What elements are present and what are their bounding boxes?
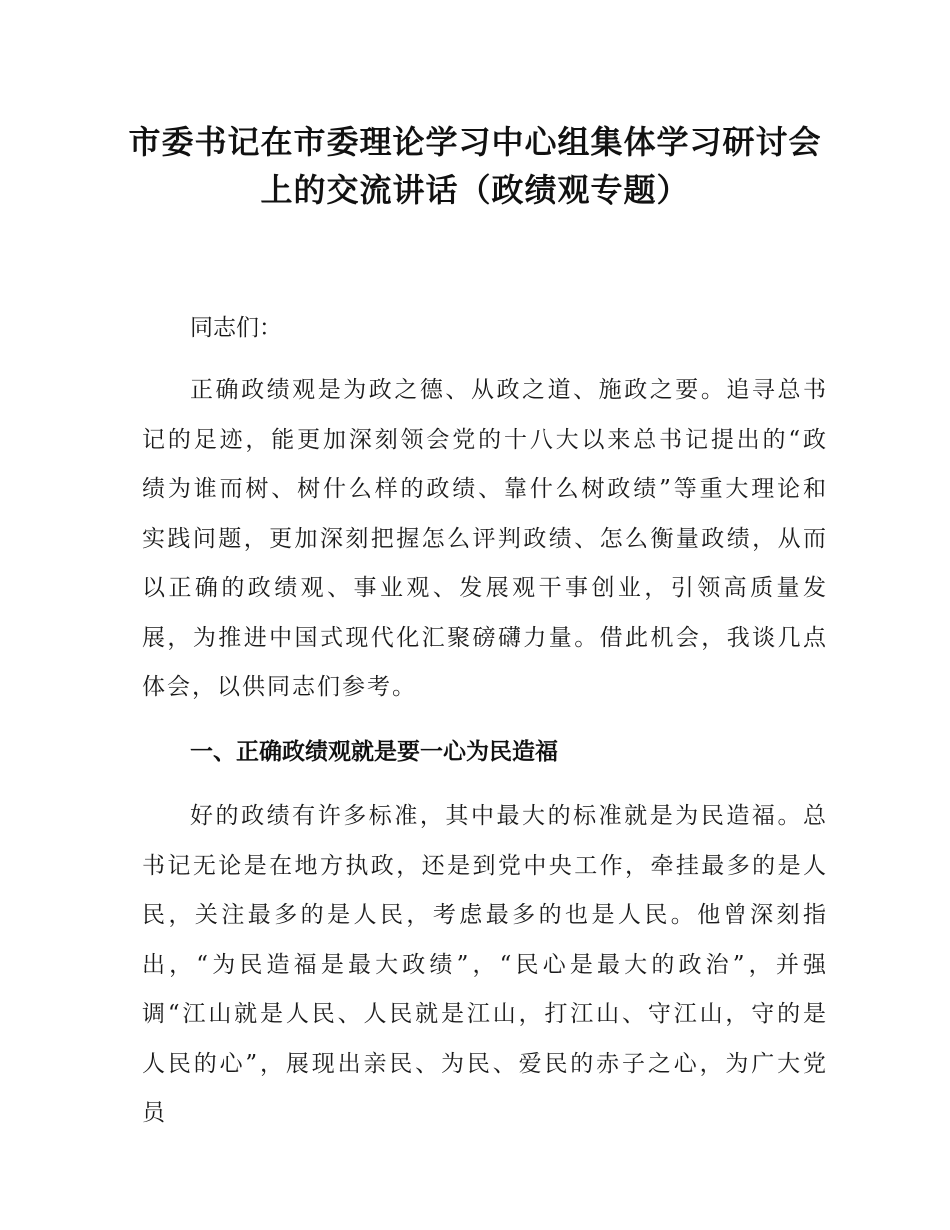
paragraph-intro: 正确政绩观是为政之德、从政之道、施政之要。追寻总书记的足迹，能更加深刻领会党的十八大以来总书记提出的“政绩为谁而树、树什么样的政绩、靠什么树政绩”等重大理论和实践问题，更加深刻把握怎么评判政绩、怎么衡量政绩，从而以正确的政绩观、事业观、发展观干事创业，引领高质量发展，为推进中国式现代化汇聚磅礴力量。借此机会，我谈几点体会，以供同志们参考。	[142, 377, 828, 700]
document-title: 市委书记在市委理论学习中心组集体学习研讨会上的交流讲话（政绩观专题）	[128, 123, 822, 209]
paragraph-section-1: 好的政绩有许多标准，其中最大的标准就是为民造福。总书记无论是在地方执政，还是到党中央工作，牵挂最多的是人民，关注最多的是人民，考虑最多的也是人民。他曾深刻指出，“为民造福是最大政绩”，“民心是最大的政治”，并强调“江山就是人民、人民就是江山，打江山、守江山，守的是人民的心”，展现出亲民、为民、爱民的赤子之心，为广大党员	[142, 803, 828, 1126]
section-heading-1: 一、正确政绩观就是要一心为民造福	[190, 739, 558, 765]
salutation: 同志们：	[190, 315, 282, 341]
